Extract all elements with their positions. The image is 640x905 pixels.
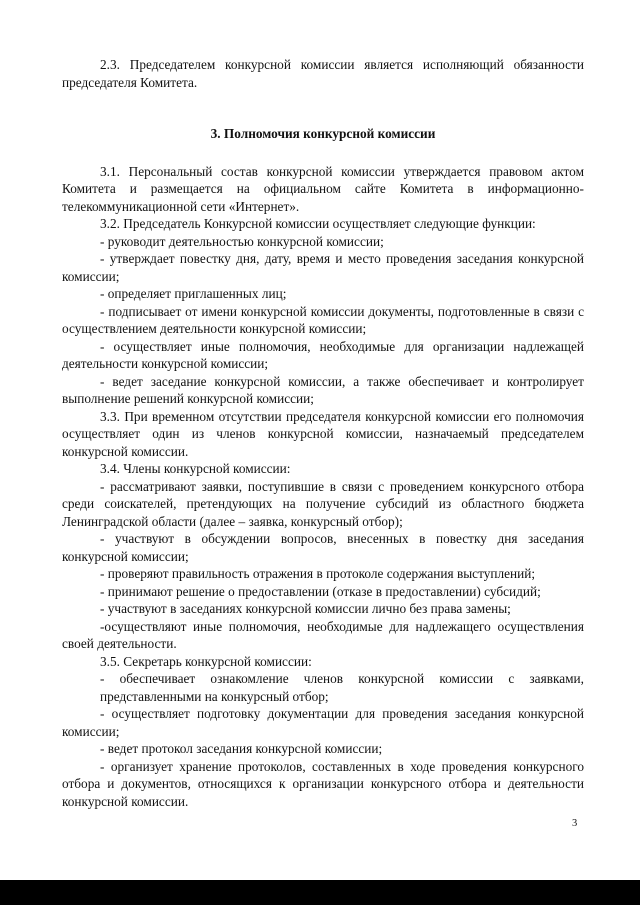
section-heading: 3. Полномочия конкурсной комиссии (210, 126, 436, 141)
list-item: - принимают решение о предоставлении (отказе в предоставлении) субсидий; (100, 583, 541, 599)
paragraph-3-3: 3.3. При временном отсутствии председателя конкурсной комиссии его полномочия осуществляет один из членов конкурсной комиссии, назначаемый председателем конкурсной комиссии. (62, 408, 584, 459)
list-item: - рассматривают заявки, поступившие в связи с проведением конкурсного отбора среди соискателей, претендующих на получение субсидий из областного бюджета Ленинградской области (далее – заявка, конкурсный отбор); (62, 478, 584, 529)
list-item: - определяет приглашенных лиц; (100, 286, 287, 301)
paragraph-3-2: 3.2. Председатель Конкурсной комиссии осуществляет следующие функции: (100, 216, 536, 231)
list-item: - осуществляет иные полномочия, необходимые для организации надлежащей деятельности конкурсной комиссии; (62, 338, 584, 371)
list-item: - обеспечивает ознакомление членов конкурсной комиссии с заявками, представленными на конкурсный отбор; (100, 671, 584, 704)
list-item: - руководит деятельностью конкурсной комиссии; (100, 233, 384, 249)
list-item: - ведет заседание конкурсной комиссии, а также обеспечивает и контролирует выполнение решений конкурсной комиссии; (62, 373, 584, 406)
list-item: - осуществляет подготовку документации для проведения заседания конкурсной комиссии; (62, 706, 584, 739)
list-item: - участвуют в обсуждении вопросов, внесенных в повестку дня заседания конкурсной комиссии; (62, 531, 584, 564)
document-body (62, 56, 584, 810)
paragraph-3-4: 3.4. Члены конкурсной комиссии: (100, 461, 291, 476)
page-number: 3 (572, 818, 578, 829)
scan-bottom-border (0, 880, 640, 905)
list-item: -осуществляют иные полномочия, необходимые для надлежащего осуществления своей деятельности. (62, 618, 584, 651)
paragraph-2-3: 2.3. Председателем конкурсной комиссии является исполняющий обязанности председателя Комитета. (62, 57, 584, 90)
list-item: - подписывает от имени конкурсной комиссии документы, подготовленные в связи с осуществлением деятельности конкурсной комиссии; (62, 303, 584, 336)
list-item: - ведет протокол заседания конкурсной комиссии; (100, 741, 383, 756)
paragraph-3-1: 3.1. Персональный состав конкурсной комиссии утверждается правовом актом Комитета и размещается на официальном сайте Комитета в информационно-телекоммуникационной сети «Интернет». (62, 163, 584, 214)
list-item: - проверяют правильность отражения в протоколе содержания выступлений; (100, 566, 536, 581)
list-item: - утверждает повестку дня, дату, время и место проведения заседания конкурсной комиссии; (62, 251, 584, 284)
paragraph-3-5: 3.5. Секретарь конкурсной комиссии: (100, 653, 312, 669)
list-item: - организует хранение протоколов, составленных в ходе проведения конкурсного отбора и документов, относящихся к организации конкурсного отбора и деятельности конкурсной комиссии. (62, 758, 584, 809)
list-item: - участвуют в заседаниях конкурсной комиссии лично без права замены; (100, 601, 511, 616)
